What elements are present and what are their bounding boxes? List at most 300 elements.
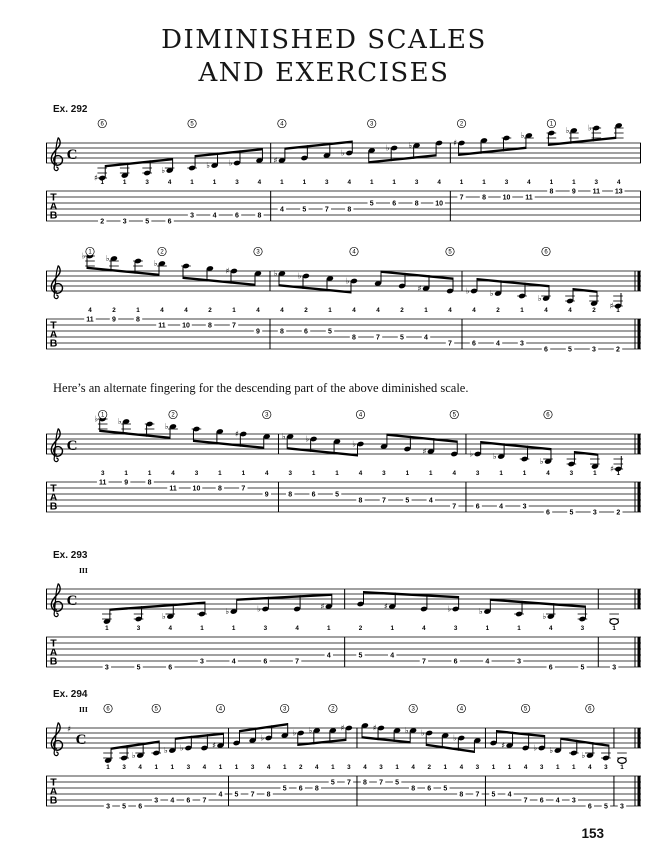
svg-text:1: 1 xyxy=(443,764,448,771)
svg-text:3: 3 xyxy=(604,764,608,771)
svg-text:1: 1 xyxy=(572,179,576,186)
svg-text:5: 5 xyxy=(358,652,363,660)
svg-text:6: 6 xyxy=(472,340,476,348)
music-system-ex292-line1 xyxy=(46,117,648,229)
svg-text:3: 3 xyxy=(379,764,383,771)
svg-text:♯: ♯ xyxy=(609,301,614,311)
svg-text:4: 4 xyxy=(527,179,531,186)
svg-text:1: 1 xyxy=(593,470,597,477)
svg-text:3: 3 xyxy=(475,764,480,771)
music-system-alternate-fingering xyxy=(46,408,648,520)
svg-text:9: 9 xyxy=(571,188,576,196)
svg-text:3: 3 xyxy=(571,797,576,805)
svg-text:4: 4 xyxy=(485,658,490,666)
svg-text:1: 1 xyxy=(555,764,560,771)
svg-text:4: 4 xyxy=(231,658,236,666)
svg-text:1: 1 xyxy=(395,764,399,771)
svg-text:4: 4 xyxy=(422,625,426,632)
svg-text:B: B xyxy=(49,500,58,513)
svg-text:III: III xyxy=(79,705,88,714)
svg-text:7: 7 xyxy=(202,797,207,805)
svg-text:6: 6 xyxy=(546,412,550,419)
svg-text:1: 1 xyxy=(620,764,624,771)
notation-staff-ex294 xyxy=(46,702,642,814)
svg-text:8: 8 xyxy=(358,497,363,505)
svg-text:8: 8 xyxy=(482,194,486,202)
svg-text:1: 1 xyxy=(369,179,374,186)
svg-text:5: 5 xyxy=(122,803,127,811)
svg-text:4: 4 xyxy=(358,470,363,477)
svg-text:5: 5 xyxy=(190,121,194,128)
svg-text:1: 1 xyxy=(616,470,621,477)
svg-text:11: 11 xyxy=(158,322,166,330)
svg-text:5: 5 xyxy=(302,206,307,214)
notation-staff-ex293 xyxy=(46,563,642,675)
svg-text:4: 4 xyxy=(499,503,504,511)
svg-text:4: 4 xyxy=(171,470,175,477)
svg-text:1: 1 xyxy=(241,470,246,477)
svg-text:♯: ♯ xyxy=(453,138,458,148)
svg-text:6: 6 xyxy=(587,803,592,811)
exercise-label-294: Ex. 294 xyxy=(53,689,88,700)
svg-text:1: 1 xyxy=(200,625,204,632)
svg-text:6: 6 xyxy=(304,328,308,336)
svg-text:♭: ♭ xyxy=(164,421,169,431)
svg-text:♭: ♭ xyxy=(81,251,86,261)
svg-text:4: 4 xyxy=(352,249,356,256)
svg-text:4: 4 xyxy=(507,791,512,799)
svg-text:6: 6 xyxy=(298,785,303,793)
svg-text:1: 1 xyxy=(572,764,576,771)
svg-text:B: B xyxy=(49,794,58,807)
svg-text:8: 8 xyxy=(147,479,152,487)
svg-text:4: 4 xyxy=(218,791,223,799)
svg-text:1: 1 xyxy=(499,470,503,477)
svg-text:3: 3 xyxy=(347,764,351,771)
svg-text:5: 5 xyxy=(330,779,335,787)
svg-text:6: 6 xyxy=(106,706,110,713)
svg-text:4: 4 xyxy=(212,212,217,220)
svg-text:7: 7 xyxy=(295,658,300,666)
tab-clef xyxy=(50,483,58,513)
svg-text:11: 11 xyxy=(525,194,533,202)
svg-text:4: 4 xyxy=(544,307,548,314)
svg-text:8: 8 xyxy=(314,785,319,793)
svg-text:5: 5 xyxy=(395,779,400,787)
svg-text:♭: ♭ xyxy=(206,160,211,170)
svg-text:♯: ♯ xyxy=(93,173,98,183)
svg-text:5: 5 xyxy=(603,803,608,811)
svg-text:8: 8 xyxy=(208,322,212,330)
svg-text:1: 1 xyxy=(522,470,527,477)
svg-text:1: 1 xyxy=(459,179,464,186)
svg-text:7: 7 xyxy=(421,658,426,666)
svg-text:♭: ♭ xyxy=(281,431,286,441)
svg-text:4: 4 xyxy=(295,625,299,632)
svg-text:1: 1 xyxy=(612,625,616,632)
svg-text:1: 1 xyxy=(170,764,175,771)
page-number: 153 xyxy=(581,826,604,841)
svg-text:♭: ♭ xyxy=(273,268,278,278)
svg-text:1: 1 xyxy=(105,625,109,632)
svg-text:3: 3 xyxy=(504,179,509,186)
svg-text:10: 10 xyxy=(502,194,511,202)
svg-text:9: 9 xyxy=(124,479,129,487)
svg-text:1: 1 xyxy=(390,625,394,632)
svg-text:T: T xyxy=(50,319,57,332)
title-line-2: AND EXERCISES xyxy=(198,58,450,88)
svg-text:1: 1 xyxy=(302,179,307,186)
svg-text:4: 4 xyxy=(437,179,441,186)
svg-text:♭: ♭ xyxy=(257,604,261,614)
svg-text:4: 4 xyxy=(265,470,269,477)
svg-text:1: 1 xyxy=(218,764,223,771)
svg-text:♯: ♯ xyxy=(501,740,506,750)
svg-text:♭: ♭ xyxy=(469,449,474,459)
svg-text:♭: ♭ xyxy=(465,286,470,296)
svg-text:6: 6 xyxy=(263,658,268,666)
svg-text:6: 6 xyxy=(544,249,548,256)
svg-text:1: 1 xyxy=(88,249,92,256)
svg-text:1: 1 xyxy=(429,470,433,477)
svg-text:♭: ♭ xyxy=(225,606,230,616)
svg-text:♯: ♯ xyxy=(340,723,345,733)
treble-clef-icon xyxy=(51,723,62,756)
svg-text:3: 3 xyxy=(235,179,239,186)
svg-text:♭: ♭ xyxy=(94,414,99,424)
svg-text:1: 1 xyxy=(147,470,152,477)
svg-text:5: 5 xyxy=(154,706,158,713)
svg-text:3: 3 xyxy=(382,470,386,477)
svg-text:1: 1 xyxy=(405,470,410,477)
svg-text:7: 7 xyxy=(241,485,246,493)
svg-text:♭: ♭ xyxy=(117,416,122,426)
svg-text:3: 3 xyxy=(592,509,597,517)
svg-text:1: 1 xyxy=(482,179,486,186)
svg-text:6: 6 xyxy=(138,803,143,811)
svg-text:3: 3 xyxy=(594,179,599,186)
svg-text:1: 1 xyxy=(335,470,339,477)
svg-text:7: 7 xyxy=(379,779,384,787)
svg-text:5: 5 xyxy=(136,664,141,672)
notation-staff-alternate-fingering xyxy=(46,408,642,520)
svg-text:T: T xyxy=(50,776,57,789)
svg-text:5: 5 xyxy=(400,334,404,342)
svg-text:11: 11 xyxy=(592,188,601,196)
svg-text:2: 2 xyxy=(496,307,500,314)
svg-text:3: 3 xyxy=(522,503,527,511)
svg-text:♭: ♭ xyxy=(539,456,544,466)
svg-text:10: 10 xyxy=(192,485,201,493)
svg-text:10: 10 xyxy=(435,200,444,208)
exercise-label-292: Ex. 292 xyxy=(53,104,88,115)
svg-text:♭: ♭ xyxy=(297,271,302,281)
svg-text:♯: ♯ xyxy=(422,446,427,456)
svg-text:8: 8 xyxy=(352,334,356,342)
svg-text:B: B xyxy=(49,655,58,668)
svg-text:C: C xyxy=(66,592,78,609)
svg-text:8: 8 xyxy=(280,328,284,336)
svg-text:3: 3 xyxy=(265,412,269,419)
svg-text:5: 5 xyxy=(569,509,574,517)
svg-text:4: 4 xyxy=(170,797,175,805)
svg-text:4: 4 xyxy=(523,764,528,771)
svg-text:♭: ♭ xyxy=(542,611,547,621)
svg-text:4: 4 xyxy=(347,179,352,186)
svg-text:3: 3 xyxy=(256,249,260,256)
svg-text:7: 7 xyxy=(523,797,528,805)
svg-text:♭: ♭ xyxy=(549,745,554,755)
notation-staff-ex292-line2 xyxy=(46,245,642,357)
svg-text:4: 4 xyxy=(256,307,260,314)
svg-text:3: 3 xyxy=(190,212,195,220)
svg-text:5: 5 xyxy=(145,218,150,226)
svg-text:3: 3 xyxy=(154,797,159,805)
svg-text:4: 4 xyxy=(588,764,592,771)
svg-text:♭: ♭ xyxy=(533,743,538,753)
svg-text:6: 6 xyxy=(475,503,480,511)
treble-clef-icon xyxy=(51,584,62,617)
svg-text:7: 7 xyxy=(452,503,457,511)
tab-clef xyxy=(50,320,58,350)
svg-text:♯: ♯ xyxy=(417,283,422,293)
svg-text:6: 6 xyxy=(167,218,172,226)
svg-text:♭: ♭ xyxy=(404,725,409,735)
svg-text:2: 2 xyxy=(331,706,335,713)
svg-text:4: 4 xyxy=(280,121,284,128)
svg-text:5: 5 xyxy=(328,328,332,336)
svg-text:8: 8 xyxy=(414,200,419,208)
svg-text:1: 1 xyxy=(507,764,512,771)
svg-text:4: 4 xyxy=(428,497,433,505)
svg-text:2: 2 xyxy=(171,412,175,419)
svg-text:6: 6 xyxy=(168,664,173,672)
svg-text:3: 3 xyxy=(104,664,109,672)
svg-text:3: 3 xyxy=(569,470,574,477)
svg-text:♭: ♭ xyxy=(581,750,586,760)
svg-text:T: T xyxy=(50,191,57,204)
svg-text:♭: ♭ xyxy=(588,123,592,133)
svg-text:3: 3 xyxy=(539,764,544,771)
svg-text:4: 4 xyxy=(448,307,452,314)
svg-text:9: 9 xyxy=(264,491,269,499)
svg-text:1: 1 xyxy=(549,121,554,128)
svg-text:4: 4 xyxy=(257,179,262,186)
svg-text:3: 3 xyxy=(411,706,415,713)
page-title xyxy=(0,24,648,90)
svg-text:7: 7 xyxy=(448,340,452,348)
treble-clef-icon xyxy=(51,138,62,171)
svg-text:7: 7 xyxy=(475,791,480,799)
svg-text:7: 7 xyxy=(381,497,386,505)
svg-text:4: 4 xyxy=(363,764,367,771)
svg-text:7: 7 xyxy=(250,791,255,799)
svg-text:3: 3 xyxy=(263,625,268,632)
svg-text:A: A xyxy=(49,491,58,504)
svg-text:6: 6 xyxy=(186,797,191,805)
svg-text:6: 6 xyxy=(548,664,553,672)
svg-text:C: C xyxy=(66,437,78,454)
svg-text:B: B xyxy=(49,209,58,222)
music-system-ex292-line2 xyxy=(46,245,648,357)
svg-text:7: 7 xyxy=(346,779,351,787)
svg-text:3: 3 xyxy=(200,658,204,666)
svg-text:4: 4 xyxy=(184,307,188,314)
svg-text:1: 1 xyxy=(331,764,335,771)
svg-text:5: 5 xyxy=(443,785,448,793)
svg-text:6: 6 xyxy=(392,200,397,208)
svg-text:♭: ♭ xyxy=(305,434,310,444)
svg-text:♭: ♭ xyxy=(565,125,570,135)
svg-text:A: A xyxy=(49,200,58,213)
svg-text:4: 4 xyxy=(315,764,319,771)
svg-text:8: 8 xyxy=(411,785,416,793)
svg-text:C: C xyxy=(66,146,78,163)
svg-text:♭: ♭ xyxy=(105,253,110,263)
svg-text:1: 1 xyxy=(231,625,236,632)
svg-text:6: 6 xyxy=(539,797,544,805)
svg-text:8: 8 xyxy=(347,206,352,214)
svg-text:4: 4 xyxy=(202,764,207,771)
svg-text:9: 9 xyxy=(112,316,116,324)
svg-text:6: 6 xyxy=(588,706,592,713)
svg-text:1: 1 xyxy=(616,307,620,314)
svg-text:3: 3 xyxy=(106,803,110,811)
svg-text:3: 3 xyxy=(145,179,149,186)
svg-text:♭: ♭ xyxy=(260,733,265,743)
svg-text:♯: ♯ xyxy=(273,155,278,165)
svg-text:4: 4 xyxy=(459,706,464,713)
svg-text:♭: ♭ xyxy=(161,611,166,621)
svg-text:1: 1 xyxy=(218,470,222,477)
svg-text:8: 8 xyxy=(266,791,271,799)
svg-text:11: 11 xyxy=(99,479,107,487)
svg-text:4: 4 xyxy=(160,307,164,314)
svg-text:2: 2 xyxy=(400,307,404,314)
svg-text:1: 1 xyxy=(124,470,128,477)
svg-text:6: 6 xyxy=(100,121,104,128)
svg-text:5: 5 xyxy=(568,346,572,354)
svg-text:1: 1 xyxy=(491,764,496,771)
svg-text:5: 5 xyxy=(335,491,340,499)
treble-clef-icon xyxy=(51,429,62,462)
svg-text:3: 3 xyxy=(136,625,141,632)
svg-text:6: 6 xyxy=(235,212,239,220)
music-system-ex294 xyxy=(46,702,648,814)
svg-text:4: 4 xyxy=(279,206,284,214)
svg-text:♭: ♭ xyxy=(520,130,525,140)
svg-text:♯: ♯ xyxy=(225,266,230,276)
svg-text:4: 4 xyxy=(546,470,550,477)
svg-text:♭: ♭ xyxy=(292,728,297,738)
svg-text:6: 6 xyxy=(544,346,548,354)
svg-text:1: 1 xyxy=(280,179,284,186)
svg-text:8: 8 xyxy=(363,779,367,787)
svg-text:3: 3 xyxy=(612,664,617,672)
svg-text:♯: ♯ xyxy=(234,429,239,439)
svg-text:4: 4 xyxy=(358,412,363,419)
svg-text:1: 1 xyxy=(392,179,396,186)
svg-text:4: 4 xyxy=(280,307,284,314)
svg-text:1: 1 xyxy=(136,307,140,314)
svg-text:1: 1 xyxy=(101,412,105,419)
svg-text:2: 2 xyxy=(358,625,363,632)
svg-text:3: 3 xyxy=(592,346,596,354)
svg-text:♭: ♭ xyxy=(161,165,166,175)
svg-text:2: 2 xyxy=(208,307,212,314)
svg-text:1: 1 xyxy=(520,307,524,314)
svg-text:2: 2 xyxy=(616,346,620,354)
svg-text:4: 4 xyxy=(266,764,271,771)
svg-text:♯: ♯ xyxy=(67,724,71,734)
svg-text:8: 8 xyxy=(136,316,140,324)
svg-text:♭: ♭ xyxy=(447,604,452,614)
svg-text:2: 2 xyxy=(427,764,432,771)
svg-text:13: 13 xyxy=(614,188,623,196)
svg-text:5: 5 xyxy=(405,497,410,505)
svg-text:4: 4 xyxy=(168,625,173,632)
svg-text:♯: ♯ xyxy=(372,723,377,733)
svg-text:♭: ♭ xyxy=(345,276,350,286)
svg-text:♭: ♭ xyxy=(420,728,425,738)
treble-clef-icon xyxy=(51,266,62,299)
svg-text:2: 2 xyxy=(298,764,303,771)
svg-text:3: 3 xyxy=(194,470,199,477)
svg-text:4: 4 xyxy=(496,340,500,348)
tab-clef xyxy=(50,777,58,807)
svg-text:A: A xyxy=(49,328,58,341)
svg-text:4: 4 xyxy=(411,764,415,771)
svg-text:4: 4 xyxy=(459,764,464,771)
svg-text:8: 8 xyxy=(549,188,554,196)
svg-text:2: 2 xyxy=(100,218,105,226)
svg-text:1: 1 xyxy=(424,307,428,314)
svg-text:3: 3 xyxy=(186,764,191,771)
svg-text:9: 9 xyxy=(256,328,260,336)
svg-text:8: 8 xyxy=(288,491,293,499)
svg-text:4: 4 xyxy=(548,625,553,632)
svg-text:2: 2 xyxy=(112,307,116,314)
svg-text:4: 4 xyxy=(452,470,456,477)
svg-text:3: 3 xyxy=(100,470,105,477)
svg-text:3: 3 xyxy=(453,625,458,632)
svg-text:4: 4 xyxy=(555,797,560,805)
svg-text:4: 4 xyxy=(326,652,331,660)
svg-text:4: 4 xyxy=(376,307,380,314)
svg-text:11: 11 xyxy=(86,316,94,324)
svg-text:5: 5 xyxy=(282,785,287,793)
tab-clef xyxy=(50,638,58,668)
svg-text:♭: ♭ xyxy=(308,725,313,735)
svg-text:B: B xyxy=(49,337,58,350)
svg-text:4: 4 xyxy=(472,307,476,314)
svg-text:2: 2 xyxy=(304,307,308,314)
svg-text:T: T xyxy=(50,482,57,495)
svg-text:♭: ♭ xyxy=(537,293,542,303)
svg-text:4: 4 xyxy=(568,307,572,314)
svg-text:1: 1 xyxy=(327,625,331,632)
svg-text:♯: ♯ xyxy=(212,740,216,750)
svg-text:8: 8 xyxy=(217,485,222,493)
svg-text:1: 1 xyxy=(234,764,239,771)
svg-text:5: 5 xyxy=(369,200,374,208)
svg-text:5: 5 xyxy=(234,791,239,799)
svg-text:2: 2 xyxy=(592,307,596,314)
svg-text:♭: ♭ xyxy=(180,743,184,753)
svg-text:4: 4 xyxy=(138,764,142,771)
svg-text:4: 4 xyxy=(88,307,92,314)
svg-text:5: 5 xyxy=(523,706,528,713)
